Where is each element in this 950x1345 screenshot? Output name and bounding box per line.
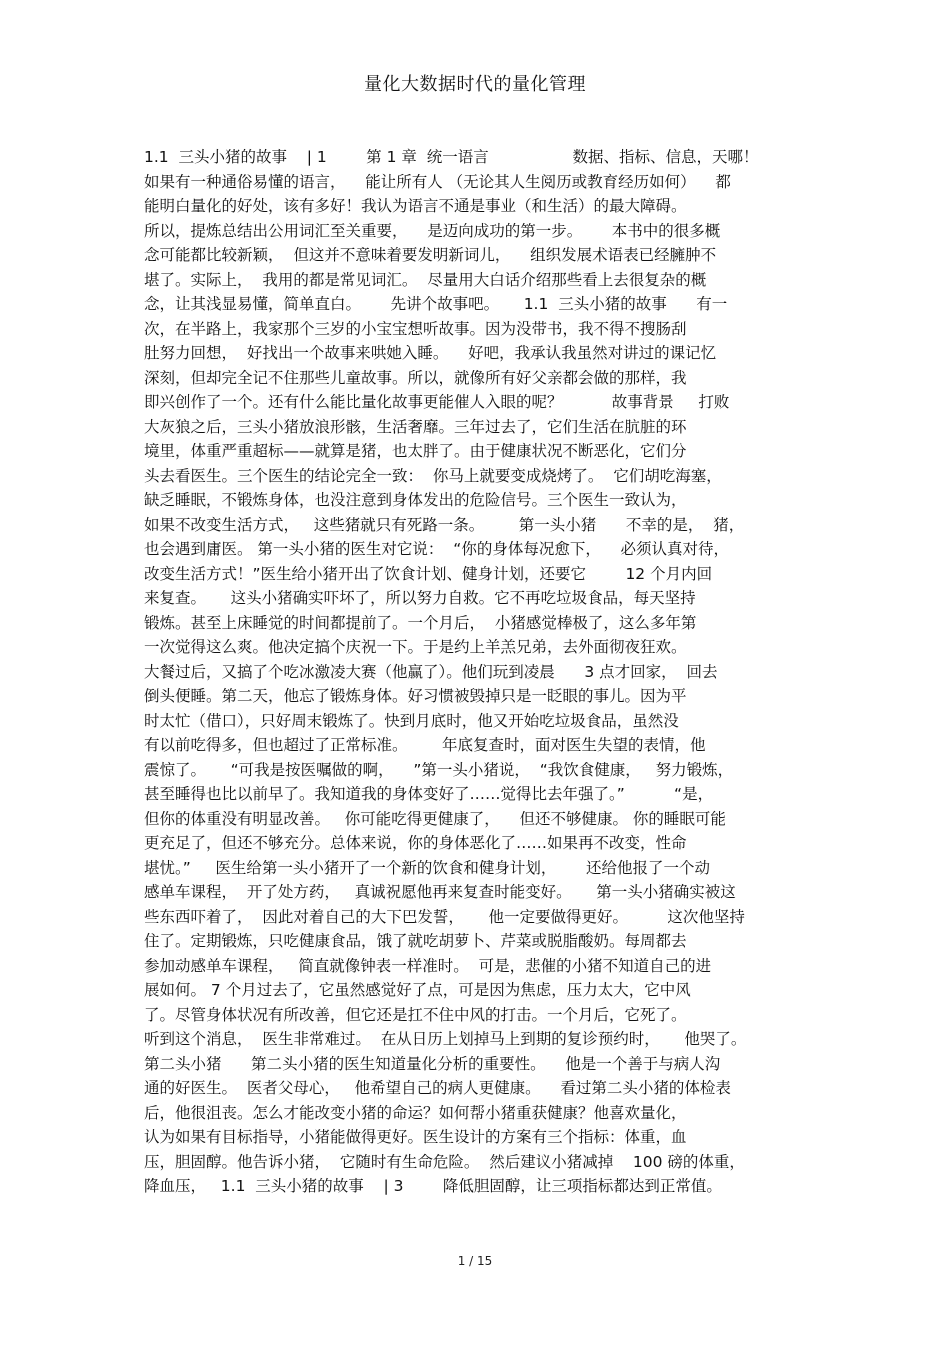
text-line: 即兴创作了一个。还有什么能比量化故事更能催人入眼的呢？ 故事背景 打败 bbox=[144, 393, 730, 411]
body-text bbox=[144, 145, 814, 1199]
text-line: 次，在半路上，我家那个三岁的小宝宝想听故事。因为没带书，我不得不搜肠刮 bbox=[144, 319, 687, 338]
text-line: 压，胆固醇。他告诉小猪， 它随时有生命危险。 然后建议小猪减掉 100 磅的体重， bbox=[144, 1152, 745, 1171]
text-line: 但你的体重没有明显改善。 你可能吃得更健康了， 但还不够健康。 你的睡眠可能 bbox=[144, 809, 726, 828]
text-line: 更充足了，但还不够充分。总体来说，你的身体恶化了……如果再不改变，性命 bbox=[144, 834, 687, 852]
text-line: 后，他很沮丧。怎么才能改变小猪的命运？如何帮小猪重获健康？他喜欢量化， bbox=[144, 1103, 687, 1122]
text-line: 震惊了。 “可我是按医嘱做的啊， ”第一头小猪说， “我饮食健康， 努力锻炼， bbox=[144, 760, 734, 779]
text-line: 念，让其浅显易懂，简单直白。 先讲个故事吧。 1.1 三头小猪的故事 有一 bbox=[144, 295, 728, 313]
text-line: 所以，提炼总结出公用词汇至关重要， 是迈向成功的第一步。 本书中的很多概 bbox=[144, 221, 721, 240]
text-line: 甚至睡得也比以前早了。我知道我的身体变好了……觉得比去年强了。” “是， bbox=[144, 785, 714, 803]
text-line: 些东西吓着了， 因此对着自己的大下巴发誓， 他一定要做得更好。 这次他坚持 bbox=[144, 907, 745, 926]
text-line: 1.1 三头小猪的故事 | 1 第 1 章 统一语言 数据、指标、信息，天哪！ bbox=[144, 148, 759, 166]
text-line: 堪了。实际上， 我用的都是常见词汇。 尽量用大白话介绍那些看上去很复杂的概 bbox=[144, 270, 707, 289]
text-line: 住了。定期锻炼，只吃健康食品，饿了就吃胡萝卜、芹菜或脱脂酸奶。每周都去 bbox=[144, 932, 687, 950]
text-line: 听到这个消息， 医生非常难过。 在从日历上划掉马上到期的复诊预约时， 他哭了。 bbox=[144, 1030, 747, 1048]
text-line: 深刻，但却完全记不住那些儿童故事。所以，就像所有好父亲都会做的那样，我 bbox=[144, 368, 687, 387]
text-line: 也会遇到庸医。 第一头小猪的医生对它说： “你的身体每况愈下， 必须认真对待， bbox=[144, 540, 730, 558]
text-line: 大灰狼之后，三头小猪放浪形骸，生活奢靡。三年过去了，它们生活在肮脏的环 bbox=[144, 417, 687, 436]
text-line: 倒头便睡。第二天，他忘了锻炼身体。好习惯被毁掉只是一眨眼的事儿。因为平 bbox=[144, 687, 687, 705]
text-line: 如果不改变生活方式， 这些猪就只有死路一条。 第一头小猪 不幸的是， 猪， bbox=[144, 515, 745, 534]
text-line: 念可能都比较新颖， 但这并不意味着要发明新词儿， 组织发展术语表已经臃肿不 bbox=[144, 246, 717, 264]
text-line: 来复查。 这头小猪确实吓坏了，所以努力自救。它不再吃垃圾食品，每天坚持 bbox=[144, 589, 696, 607]
text-line: 大餐过后，又搞了个吃冰激凌大赛（他赢了）。他们玩到凌晨 3 点才回家， 回去 bbox=[144, 662, 718, 681]
text-line: 锻炼。甚至上床睡觉的时间都提前了。一个月后， 小猪感觉棒极了，这么多年第 bbox=[144, 613, 697, 632]
text-line: 堪忧。” 医生给第一头小猪开了一个新的饮食和健身计划， 还给他报了一个动 bbox=[144, 858, 710, 877]
text-line: 境里，体重严重超标——就算是猪，也太胖了。由于健康状况不断恶化，它们分 bbox=[144, 442, 687, 460]
text-line: 头去看医生。三个医生的结论完全一致： 你马上就要变成烧烤了。 它们胡吃海塞， bbox=[144, 466, 722, 485]
text-line: 了。尽管身体状况有所改善，但它还是扛不住中风的打击。一个月后，它死了。 bbox=[144, 1005, 687, 1024]
text-line: 改变生活方式！”医生给小猪开出了饮食计划、健身计划，还要它 12 个月内回 bbox=[144, 564, 713, 583]
text-line: 感单车课程， 开了处方药， 真诚祝愿他再来复查时能变好。 第一头小猪确实被这 bbox=[144, 883, 736, 901]
text-line: 参加动感单车课程， 简直就像钟表一样准时。 可是，悲催的小猪不知道自己的进 bbox=[144, 956, 712, 975]
text-line: 肚努力回想， 好找出一个故事来哄她入睡。 好吧，我承认我虽然对讲过的课记忆 bbox=[144, 344, 717, 362]
text-line: 有以前吃得多，但也超过了正常标准。 年底复查时，面对医生失望的表情，他 bbox=[144, 736, 706, 754]
page-number: 1 / 15 bbox=[457, 1254, 493, 1268]
text-line: 缺乏睡眠，不锻炼身体，也没注意到身体发出的危险信号。三个医生一致认为， bbox=[144, 491, 687, 509]
text-line: 降血压， 1.1 三头小猪的故事 | 3 降低胆固醇，让三项指标都达到正常值。 bbox=[144, 1177, 722, 1195]
text-line: 第二头小猪 第二头小猪的医生知道量化分析的重要性。 他是一个善于与病人沟 bbox=[144, 1054, 721, 1073]
text-line: 展如何。 7 个月过去了，它虽然感觉好了点，可是因为焦虑，压力太大，它中风 bbox=[144, 981, 691, 999]
text-line: 通的好医生。 医者父母心， 他希望自己的病人更健康。 看过第二头小猪的体检表 bbox=[144, 1079, 731, 1097]
text-line: 能明白量化的好处，该有多好！我认为语言不通是事业（和生活）的最大障碍。 bbox=[144, 197, 687, 215]
text-line: 一次觉得这么爽。他决定搞个庆祝一下。于是约上羊羔兄弟，去外面彻夜狂欢。 bbox=[144, 638, 687, 656]
document-title: 量化大数据时代的量化管理 bbox=[364, 74, 586, 95]
text-line: 认为如果有目标指导，小猪能做得更好。医生设计的方案有三个指标：体重，血 bbox=[144, 1128, 687, 1146]
text-line: 如果有一种通俗易懂的语言， 能让所有人 （无论其人生阅历或教育经历如何） 都 bbox=[144, 172, 731, 191]
text-line: 时太忙（借口），只好周末锻炼了。快到月底时，他又开始吃垃圾食品，虽然没 bbox=[144, 711, 679, 730]
